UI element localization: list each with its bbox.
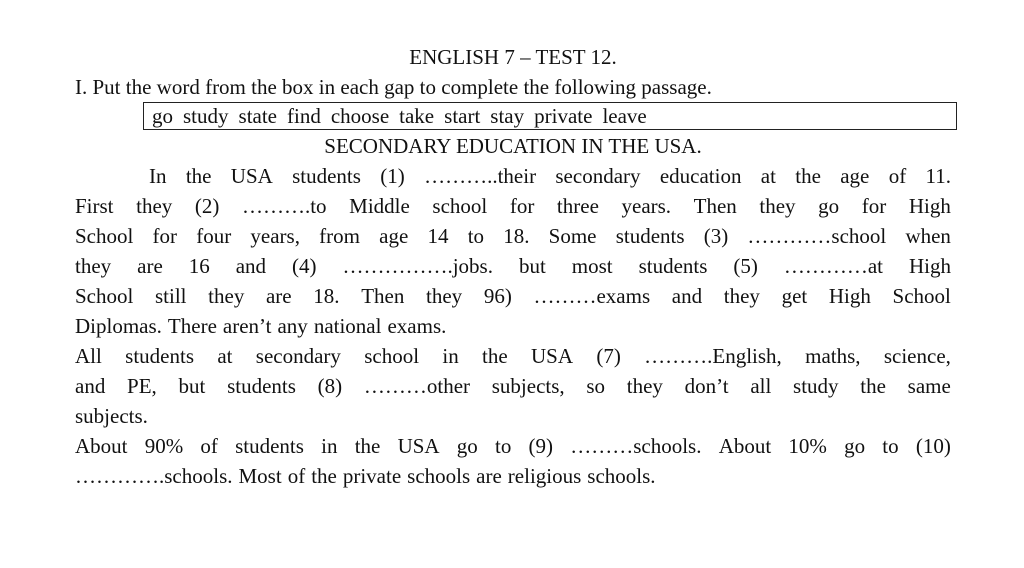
passage-word: Diplomas. <box>75 314 162 338</box>
passage-word: same <box>907 374 951 398</box>
passage-word: most <box>571 254 613 278</box>
passage-word: and <box>235 254 267 278</box>
passage-word: they <box>136 194 173 218</box>
passage-word: are <box>476 464 502 488</box>
passage-line <box>75 431 951 461</box>
passage-word: School <box>75 284 134 308</box>
passage-word: study <box>793 374 839 398</box>
passage-word: Middle <box>349 194 410 218</box>
passage-word: subjects, <box>491 374 565 398</box>
passage-word: national <box>313 314 382 338</box>
passage-word: (5) <box>733 254 758 278</box>
word-box-item: start <box>444 104 481 128</box>
passage-word: PE, <box>127 374 157 398</box>
exercise-instruction: I. Put the word from the box in each gap to complete the following passage. <box>75 75 712 99</box>
passage-word: and <box>75 374 106 398</box>
passage-word: the <box>354 434 381 458</box>
passage-word: (1) <box>380 164 405 188</box>
passage-line <box>75 311 951 341</box>
passage-word: (9) <box>528 434 554 458</box>
passage-word: subjects. <box>75 404 148 428</box>
passage-word: (4) <box>292 254 317 278</box>
passage-word: (2) <box>194 194 220 218</box>
passage-word: students <box>638 254 708 278</box>
passage-word: to <box>467 224 485 248</box>
passage-word: for <box>152 224 178 248</box>
passage-word: the <box>185 164 212 188</box>
word-box-item: stay <box>490 104 525 128</box>
passage-word: First <box>75 194 114 218</box>
passage-word: 14 <box>427 224 449 248</box>
passage-word: but <box>518 254 546 278</box>
passage-word: USA <box>397 434 440 458</box>
passage-word: ………schools. <box>570 434 702 458</box>
passage-word: school <box>364 344 420 368</box>
passage-word: private <box>342 464 402 488</box>
passage-word: the <box>795 164 821 188</box>
passage-word: they <box>208 284 245 308</box>
passage-word: School <box>892 284 951 308</box>
passage-word: High <box>908 254 951 278</box>
passage-word: for <box>861 194 887 218</box>
passage-line <box>75 221 951 251</box>
passage-word: the <box>482 344 508 368</box>
passage-word: they <box>75 254 112 278</box>
passage-word: still <box>155 284 187 308</box>
passage-word: age <box>379 224 409 248</box>
passage-word: age <box>840 164 870 188</box>
passage-line <box>75 461 951 491</box>
passage-word: they <box>426 284 463 308</box>
passage-word: (8) <box>317 374 343 398</box>
passage-word: maths, <box>805 344 861 368</box>
passage-word: (3) <box>703 224 729 248</box>
passage-heading: SECONDARY EDUCATION IN THE USA. <box>324 134 702 158</box>
worksheet <box>75 42 951 491</box>
passage-word: ………..their <box>424 164 537 188</box>
passage-word: ………exams <box>533 284 651 308</box>
passage-word: secondary <box>255 344 341 368</box>
passage-word: USA <box>531 344 574 368</box>
passage-word: in <box>321 434 338 458</box>
passage-word: USA <box>230 164 273 188</box>
passage-word: ………other <box>363 374 471 398</box>
passage-word: at <box>217 344 233 368</box>
passage-word: …………….jobs. <box>342 254 493 278</box>
passage-word: (7) <box>596 344 621 368</box>
passage-word: don’t <box>684 374 729 398</box>
passage-word: Some <box>548 224 597 248</box>
passage-word: any <box>277 314 308 338</box>
passage-word: years. <box>621 194 672 218</box>
passage-word: they <box>759 194 796 218</box>
passage-word: of <box>200 434 218 458</box>
passage-line <box>75 251 951 281</box>
passage-line <box>75 401 951 431</box>
passage-word: ……….to <box>241 194 327 218</box>
passage-word: 10% <box>788 434 827 458</box>
passage-word: they <box>723 284 760 308</box>
passage-word: 18. <box>313 284 340 308</box>
passage-word: go <box>818 194 840 218</box>
passage-word: the <box>860 374 886 398</box>
passage-word: 11. <box>925 164 951 188</box>
passage-line <box>75 191 951 221</box>
passage-word: school <box>432 194 488 218</box>
passage-word: from <box>319 224 360 248</box>
passage-word: students <box>292 164 361 188</box>
passage-word: they <box>626 374 663 398</box>
word-box-item: go <box>152 104 173 128</box>
word-box-item: choose <box>330 104 390 128</box>
passage-word: ……….English, <box>644 344 782 368</box>
passage-word: Then <box>693 194 737 218</box>
test-title: ENGLISH 7 – TEST 12. <box>409 45 617 69</box>
passage-word: to <box>494 434 512 458</box>
word-box-item: leave <box>602 104 647 128</box>
passage-word: 18. <box>503 224 530 248</box>
passage-line <box>75 341 951 371</box>
passage-word: High <box>828 284 871 308</box>
passage-line <box>75 161 951 191</box>
passage-word: at <box>760 164 776 188</box>
passage-word: Most <box>238 464 282 488</box>
word-box-item: study <box>183 104 229 128</box>
passage-word: students <box>235 434 304 458</box>
passage-word: secondary <box>555 164 641 188</box>
passage-word: get <box>781 284 808 308</box>
passage-word: all <box>750 374 772 398</box>
passage-word: schools. <box>587 464 656 488</box>
word-box-item: take <box>399 104 435 128</box>
passage-word: for <box>509 194 535 218</box>
passage-word: go <box>844 434 866 458</box>
word-box-item: state <box>238 104 277 128</box>
word-box-item: find <box>287 104 321 128</box>
passage-word: students <box>125 344 194 368</box>
passage-word: science, <box>883 344 951 368</box>
word-box-item: private <box>534 104 593 128</box>
passage-word: 96) <box>483 284 512 308</box>
passage-word: of <box>287 464 306 488</box>
passage-word: students <box>615 224 685 248</box>
passage-word: High <box>908 194 951 218</box>
passage-line <box>75 371 951 401</box>
passage-word: of <box>888 164 907 188</box>
passage-word: when <box>905 224 951 248</box>
passage-word: exams. <box>387 314 447 338</box>
passage-word: years, <box>250 224 300 248</box>
passage-word: All <box>75 344 102 368</box>
passage-word: Then <box>361 284 405 308</box>
passage-word: the <box>311 464 337 488</box>
word-box <box>143 102 957 130</box>
passage-word: ………….schools. <box>75 464 233 488</box>
passage-word: aren’t <box>222 314 272 338</box>
passage-word: …………at <box>783 254 884 278</box>
passage-word: are <box>265 284 292 308</box>
passage-word: so <box>586 374 606 398</box>
passage-word: schools <box>407 464 471 488</box>
passage-word: education <box>659 164 742 188</box>
passage-word: three <box>556 194 599 218</box>
passage-word: …………school <box>747 224 887 248</box>
passage-word: School <box>75 224 134 248</box>
passage-word: About <box>75 434 128 458</box>
passage-word: in <box>442 344 459 368</box>
passage-word: to <box>882 434 899 458</box>
passage-word: In <box>149 164 167 188</box>
passage-word: and <box>671 284 703 308</box>
passage-word: four <box>196 224 232 248</box>
passage-line <box>75 281 951 311</box>
passage-word: (10) <box>915 434 951 458</box>
passage-word: 90% <box>144 434 184 458</box>
passage-word: students <box>227 374 296 398</box>
passage-word: 16 <box>188 254 210 278</box>
passage-word: There <box>167 314 217 338</box>
passage-word: religious <box>507 464 582 488</box>
passage-word: About <box>718 434 772 458</box>
passage-word: are <box>137 254 163 278</box>
passage-word: but <box>178 374 206 398</box>
passage-word: go <box>456 434 478 458</box>
